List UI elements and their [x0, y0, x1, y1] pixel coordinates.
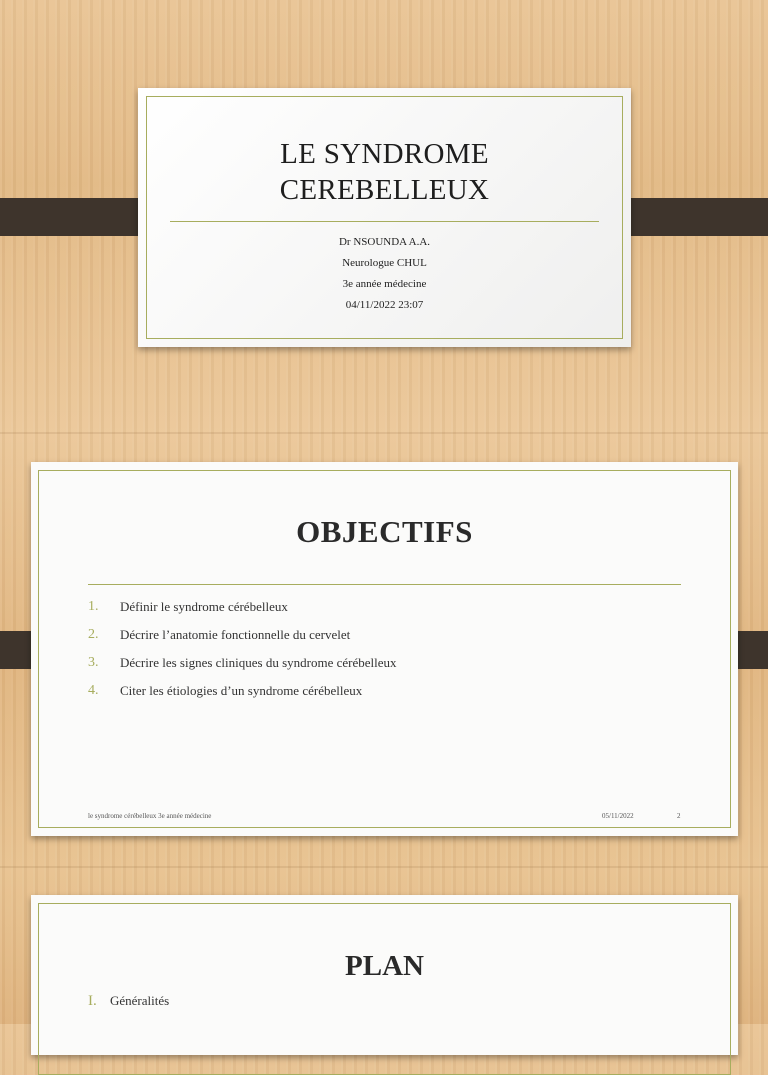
title-line: CEREBELLEUX	[279, 174, 490, 206]
slide-tab-right	[612, 198, 768, 236]
list-item: 4. Citer les étiologies d’un syndrome cérébelleux	[88, 683, 363, 698]
plan-slide	[31, 895, 738, 1055]
footer-date: 05/11/2022	[602, 812, 634, 820]
title-line: LE SYNDROME	[280, 138, 489, 170]
list-item: 3. Décrire les signes cliniques du syndrome cérébelleux	[88, 655, 397, 670]
author-info	[138, 232, 631, 316]
author-role: Neurologue CHUL	[342, 257, 427, 269]
author-name: Dr NSOUNDA A.A.	[338, 236, 431, 248]
slide-title: OBJECTIFS	[296, 514, 473, 549]
slide-datetime: 04/11/2022 23:07	[345, 299, 424, 311]
list-item: 1. Définir le syndrome cérébelleux	[88, 599, 288, 614]
slide-frame	[38, 903, 731, 1075]
title-divider	[88, 584, 681, 585]
objectives-list	[88, 593, 397, 705]
objectives-slide	[31, 462, 738, 836]
footer-text: le syndrome cérébelleux 3e année médecine	[88, 812, 212, 820]
list-item: 2. Décrire l’anatomie fonctionnelle du cervelet	[88, 627, 351, 642]
slide-title	[138, 136, 631, 208]
slide-tab-left	[0, 198, 156, 236]
page-number: 2	[677, 812, 681, 820]
wood-plank-seam	[0, 432, 768, 434]
wood-plank-seam	[0, 866, 768, 868]
course-level: 3e année médecine	[342, 278, 427, 290]
slide-title: PLAN	[345, 950, 424, 982]
title-divider	[170, 221, 599, 222]
title-slide	[138, 88, 631, 347]
list-item: I. Généralités	[88, 993, 170, 1009]
